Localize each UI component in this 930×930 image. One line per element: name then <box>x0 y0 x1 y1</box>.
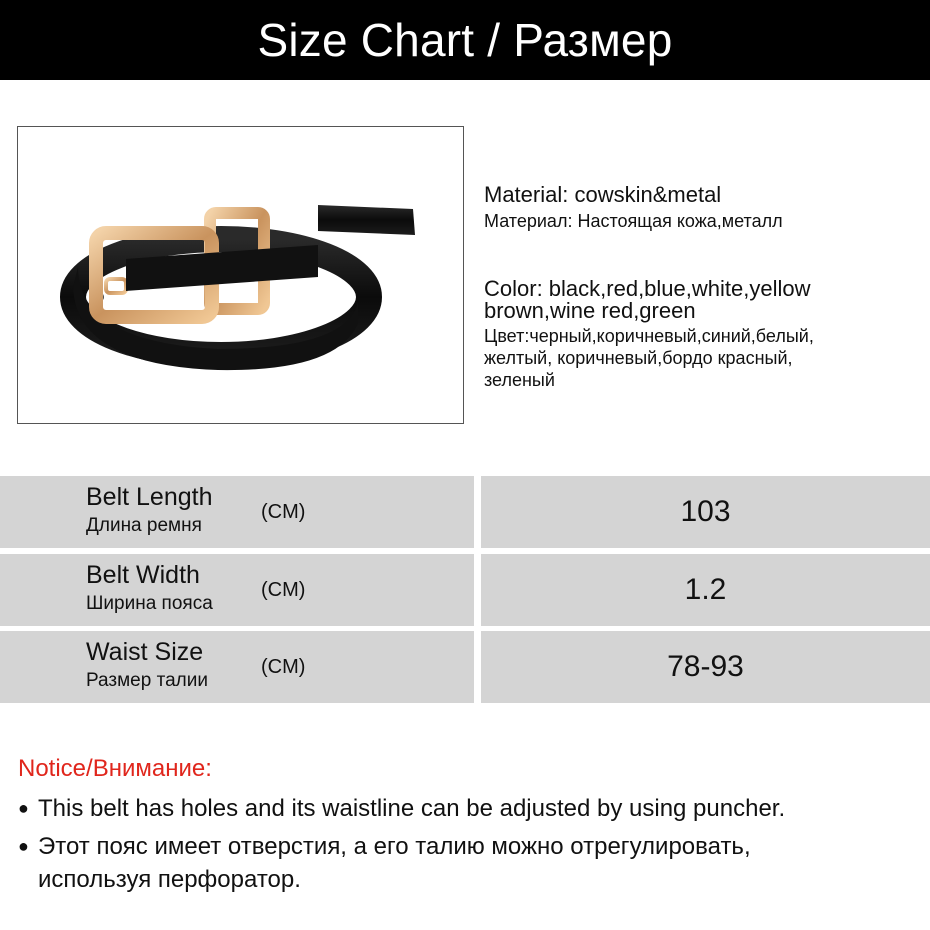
row-value: 103 <box>481 476 930 548</box>
notice-text: Этот пояс имеет отверстия, а его талию можно отрегулировать, <box>38 833 751 860</box>
bullet-dot-icon: ● <box>18 836 29 856</box>
row-label-cell <box>0 554 474 626</box>
notice-bullet-1 <box>18 792 785 825</box>
table-row-belt-length <box>0 476 930 548</box>
label-ru: Размер талии <box>86 670 208 691</box>
notice-text: This belt has holes and its waistline can be adjusted by using puncher. <box>38 795 786 822</box>
notice-bullet-2 <box>18 830 751 896</box>
unit: (CM) <box>261 656 306 678</box>
product-photo <box>17 126 464 424</box>
color-ru: Цвет:черный,коричневый,синий,белый, желтый, коричневый,бордо красный, зеленый <box>484 326 814 390</box>
label-ru: Ширина пояса <box>86 593 213 614</box>
notice-title: Notice/Внимание: <box>18 755 212 782</box>
unit: (CM) <box>261 501 306 523</box>
row-value: 1.2 <box>481 554 930 626</box>
material-en: Material: cowskin&metal <box>484 182 722 207</box>
unit: (CM) <box>261 579 306 601</box>
label-ru: Длина ремня <box>86 515 202 536</box>
row-label-cell <box>0 476 474 548</box>
label-en: Belt Width <box>86 561 200 589</box>
label-en: Belt Length <box>86 483 213 511</box>
page-title: Size Chart / Размер <box>257 14 673 66</box>
row-value: 78-93 <box>481 631 930 703</box>
bullet-dot-icon: ● <box>18 798 29 818</box>
page-title-bar <box>0 0 930 80</box>
notice-text: используя перфоратор. <box>38 866 301 893</box>
table-row-belt-width <box>0 554 930 626</box>
belt-photo-icon <box>18 127 463 423</box>
label-en: Waist Size <box>86 638 204 666</box>
material-ru: Материал: Настоящая кожа,металл <box>484 211 783 231</box>
color-en: Color: black,red,blue,white,yellow brown,wine red,green <box>484 276 811 323</box>
row-label-cell <box>0 631 474 703</box>
table-row-waist-size <box>0 631 930 703</box>
